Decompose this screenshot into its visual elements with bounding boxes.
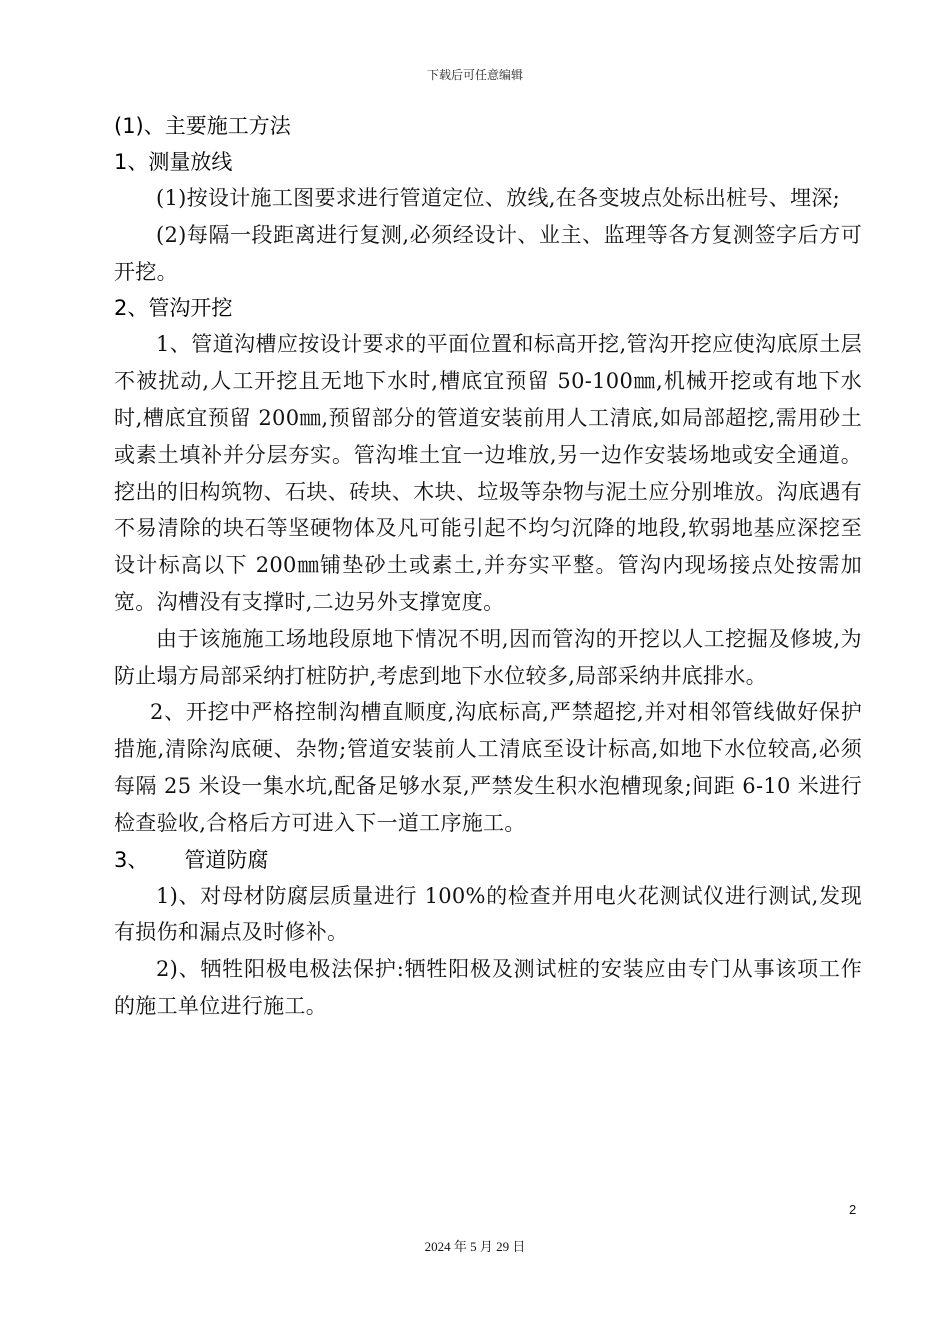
paragraph-4: 由于该施施工场地段原地下情况不明,因而管沟的开挖以人工挖掘及修坡,为防止塌方局部采纳打桩防护,考虑到地下水位较多,局部采纳井底排水。 [114, 626, 862, 688]
section-3-title: 管道防腐 [184, 847, 269, 872]
paragraph-1: (1)按设计施工图要求进行管道定位、放线,在各变坡点处标出桩号、埋深; [156, 186, 840, 210]
paragraph-3: 1、管道沟槽应按设计要求的平面位置和标高开挖,管沟开挖应使沟底原土层不被扰动,人工开挖且无地下水时,槽底宜预留 50-100㎜,机械开挖或有地下水时,槽底宜预留 200㎜,预留部分的管道安装前用人工清底,如局部超挖,需用砂土或素土填补并分层夯实。管沟堆土宜一边堆放,另一边作安装场地或安全通道。挖出的旧构筑物、石块、砖块、木块、垃圾等杂物与泥土应分别堆放。沟底遇有不易清除的块石等坚硬物体及凡可能引起不均匀沉降的地段,软弱地基应深挖至设计标高以下 200㎜铺垫砂土或素土,并夯实平整。管沟内现场接点处按需加宽。沟槽没有支撑时,二边另外支撑宽度。 [114, 332, 862, 614]
paragraph-2: (2)每隔一段距离进行复测,必须经设计、业主、监理等各方复测签字后方可开挖。 [114, 222, 862, 284]
section-heading-main: (1)、主要施工方法 [114, 114, 291, 138]
page-number: 2 [849, 1202, 857, 1217]
section-3-number: 3、 [114, 847, 149, 872]
paragraph-7: 2)、牺牲阳极电极法保护:牺牲阳极及测试桩的安装应由专门从事该项工作的施工单位进行施工。 [114, 957, 862, 1018]
section-heading-2: 2、管沟开挖 [114, 296, 233, 321]
section-heading-3 [114, 842, 862, 878]
section-heading-1: 1、测量放线 [114, 150, 233, 174]
paragraph-5: 2、开挖中严格控制沟槽直顺度,沟底标高,严禁超挖,并对相邻管线做好保护措施,清除沟底硬、杂物;管道安装前人工清底至设计标高,如地下水位较高,必须每隔 25 米设一集水坑,配备足够水泵,严禁发生积水泡槽现象;间距 6-10 米进行检查验收,合格后方可进入下一道工序施工。 [114, 700, 862, 835]
paragraph-6: 1)、对母材防腐层质量进行 100%的检查并用电火花测试仪进行测试,发现有损伤和漏点及时修补。 [114, 883, 862, 945]
page-header: 下载后可任意编辑 [426, 68, 523, 82]
document-body [114, 108, 862, 1025]
page-footer-date: 2024 年 5 月 29 日 [424, 1239, 526, 1254]
